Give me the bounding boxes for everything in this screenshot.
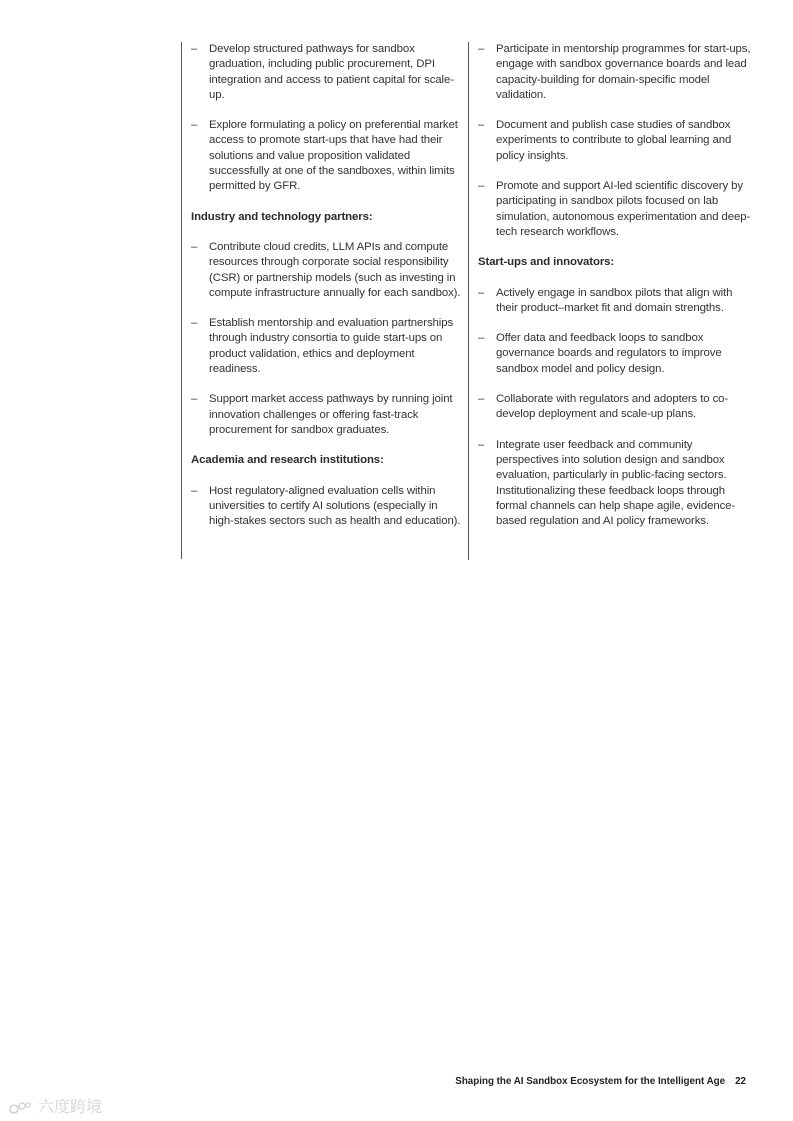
bullet-dash: – [191, 240, 198, 253]
list-item-text: Collaborate with regulators and adopters to co-develop deployment and scale-up plans. [496, 393, 729, 421]
watermark-logo-icon [8, 1100, 38, 1116]
list-item [191, 484, 463, 530]
list-item-text: Develop structured pathways for sandbox graduation, including public procurement, DPI integration and access to patient capital for scale-up. [209, 43, 454, 101]
list-item-text: Offer data and feedback loops to sandbox governance boards and regulators to improve sandbox model and policy design. [496, 332, 722, 375]
list-item [478, 179, 752, 240]
bullet-dash: – [478, 286, 485, 299]
list-item [191, 392, 463, 438]
list-item-text: Document and publish case studies of sandbox experiments to contribute to global learning and policy insights. [496, 119, 732, 162]
list-item-text: Promote and support AI-led scientific discovery by participating in sandbox pilots focused on lab simulation, autonomous experimentation and deep-tech research workflows. [496, 180, 751, 238]
bullet-dash: – [478, 119, 485, 132]
list-item [478, 42, 752, 103]
section-heading-academia: Academia and research institutions: [191, 454, 384, 467]
list-item [191, 240, 463, 301]
list-item [478, 438, 752, 530]
watermark-logo [8, 1094, 102, 1117]
list-item-text: Establish mentorship and evaluation partnerships through industry consortia to guide start-ups on product validation, ethics and deployment readiness. [209, 317, 454, 376]
footer-title: Shaping the AI Sandbox Ecosystem for the Intelligent Age [455, 1076, 726, 1087]
bullet-dash: – [191, 393, 198, 406]
list-item [191, 316, 463, 377]
list-item [478, 392, 752, 423]
list-item-text: Integrate user feedback and community perspectives into solution design and sandbox evaluation, particularly in public-facing sectors. Institutionalizing these feedback loops through formal channels can help shape agile, evidence-based regulation and AI policy frameworks. [496, 438, 736, 528]
bullet-dash: – [191, 317, 198, 330]
bullet-dash: – [478, 393, 485, 406]
page-footer [455, 1076, 746, 1087]
section-heading-industry: Industry and technology partners: [191, 210, 373, 223]
bullet-dash: – [478, 43, 485, 55]
list-item [478, 286, 752, 317]
watermark-text: 六度跨境 [38, 1099, 103, 1116]
list-item [478, 118, 752, 164]
list-item-text: Participate in mentorship programmes for start-ups, engage with sandbox governance boards and lead capacity-building for domain-specific model validation. [496, 43, 751, 101]
section-heading-startups: Start-ups and innovators: [478, 256, 615, 269]
left-column [181, 42, 463, 559]
list-item-text: Contribute cloud credits, LLM APIs and compute resources through corporate social responsibility (CSR) or partnership models (such as investing in compute infrastructure annually for each sandbox). [209, 240, 461, 299]
page-number: 22 [735, 1076, 746, 1087]
bullet-dash: – [191, 484, 198, 497]
bullet-dash: – [478, 438, 485, 451]
list-item-text: Explore formulating a policy on preferential market access to promote start-ups that have had their solutions and value proposition validated successfully at one of the sandboxes, within limits permitted by GFR. [209, 119, 458, 193]
bullet-dash: – [478, 180, 485, 193]
list-item-text: Support market access pathways by running joint innovation challenges or offering fast-track procurement for sandbox graduates. [209, 393, 453, 436]
list-item [191, 42, 463, 103]
list-item [478, 331, 752, 377]
list-item [191, 118, 463, 194]
bullet-dash: – [478, 332, 485, 345]
list-item-text: Actively engage in sandbox pilots that align with their product–market fit and domain strengths. [496, 286, 733, 314]
list-item-text: Host regulatory-aligned evaluation cells within universities to certify AI solutions (especially in high-stakes sectors such as health and education). [209, 484, 461, 528]
right-column [468, 42, 752, 560]
bullet-dash: – [191, 119, 198, 132]
bullet-dash: – [191, 43, 198, 55]
